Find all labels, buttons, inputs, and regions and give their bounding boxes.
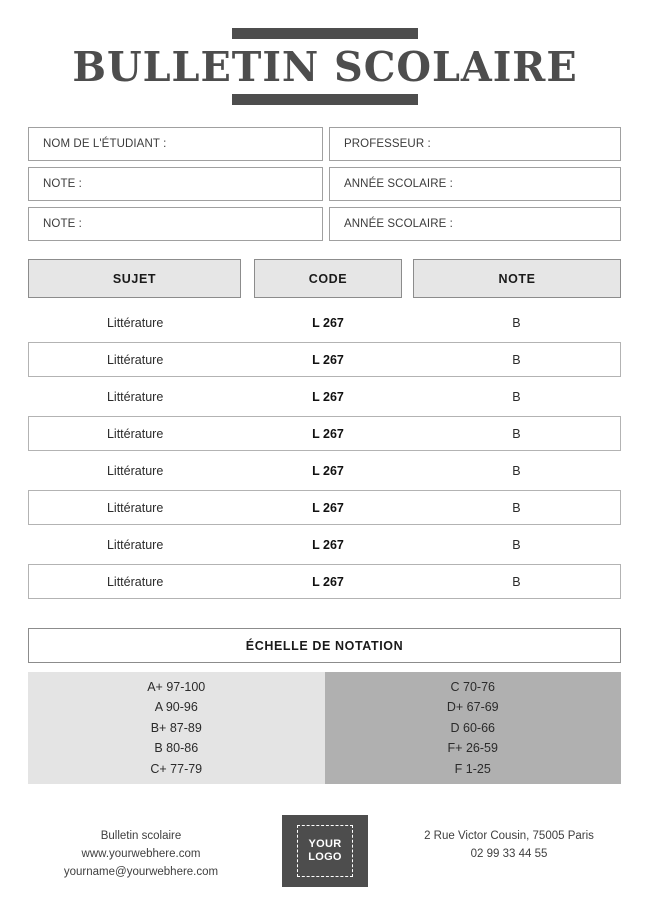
cell-sujet: Littérature (106, 500, 164, 515)
grading-scale-panels (28, 672, 621, 784)
cell-note: B (512, 500, 521, 515)
grade-entry: F+ 26-59 (447, 741, 498, 756)
field-school-year-2[interactable] (329, 207, 621, 241)
footer-address: 2 Rue Victor Cousin, 75005 Paris (424, 830, 594, 842)
grading-scale-column-left (28, 672, 325, 784)
cell-sujet: Littérature (106, 537, 164, 552)
cell-code: L 267 (312, 500, 344, 515)
cell-code: L 267 (312, 426, 344, 441)
grade-entry: C+ 77-79 (150, 761, 203, 776)
field-label: NOTE : (43, 218, 82, 230)
grade-entry: A+ 97-100 (147, 679, 206, 694)
cell-note: B (512, 315, 521, 330)
grade-entry: D+ 67-69 (446, 700, 499, 715)
footer-email-link[interactable]: yourname@yourwebhere.com (63, 866, 219, 878)
field-student-name[interactable] (28, 127, 323, 161)
column-header-note: NOTE (413, 259, 621, 298)
field-note-1[interactable] (28, 167, 323, 201)
form-row (28, 207, 621, 241)
grade-entry: F 1-25 (454, 761, 491, 776)
cell-note: B (512, 574, 521, 589)
cell-code: L 267 (312, 463, 344, 478)
footer-contact-left (0, 815, 282, 881)
cell-sujet: Littérature (106, 352, 164, 367)
cell-note: B (512, 426, 521, 441)
table-row[interactable] (28, 416, 621, 451)
column-header-code: CODE (254, 259, 402, 298)
footer-contact-right (368, 815, 650, 863)
cell-sujet: Littérature (106, 463, 164, 478)
cell-note: B (512, 463, 521, 478)
cell-sujet: Littérature (106, 389, 164, 404)
page-title: BULLETIN SCOLAIRE (72, 43, 578, 91)
field-school-year-1[interactable] (329, 167, 621, 201)
field-label: PROFESSEUR : (344, 138, 431, 150)
grade-entry: A 90-96 (154, 700, 198, 715)
footer-website-link[interactable]: www.yourwebhere.com (81, 848, 201, 860)
logo-text-line2: LOGO (308, 851, 342, 863)
grading-scale (28, 628, 621, 784)
title-rule-bottom (232, 94, 418, 105)
table-row[interactable] (28, 527, 621, 562)
document-header (0, 0, 650, 105)
field-label: ANNÉE SCOLAIRE : (344, 178, 453, 190)
cell-code: L 267 (312, 352, 344, 367)
cell-code: L 267 (312, 537, 344, 552)
grades-table (28, 259, 621, 599)
title-rule-top (232, 28, 418, 39)
field-note-2[interactable] (28, 207, 323, 241)
field-label: ANNÉE SCOLAIRE : (344, 218, 453, 230)
grade-entry: B 80-86 (154, 741, 199, 756)
field-professor[interactable] (329, 127, 621, 161)
field-label: NOM DE L'ÉTUDIANT : (43, 138, 167, 150)
cell-code: L 267 (312, 574, 344, 589)
form-row (28, 127, 621, 161)
field-label: NOTE : (43, 178, 82, 190)
grade-entry: C 70-76 (450, 679, 495, 694)
document-footer (0, 815, 650, 910)
cell-note: B (512, 352, 521, 367)
footer-phone: 02 99 33 44 55 (470, 848, 548, 860)
cell-sujet: Littérature (106, 315, 164, 330)
logo-text-line1: YOUR (308, 838, 342, 850)
table-row[interactable] (28, 342, 621, 377)
form-row (28, 167, 621, 201)
cell-sujet: Littérature (106, 426, 164, 441)
table-header-row (28, 259, 621, 298)
cell-code: L 267 (312, 389, 344, 404)
logo-placeholder (282, 815, 368, 887)
cell-sujet: Littérature (106, 574, 164, 589)
logo-placeholder-frame (297, 825, 353, 877)
footer-text-line: Bulletin scolaire (100, 830, 182, 842)
cell-note: B (512, 537, 521, 552)
table-row[interactable] (28, 379, 621, 414)
grade-entry: B+ 87-89 (150, 720, 202, 735)
student-info-form (28, 127, 621, 241)
table-row[interactable] (28, 490, 621, 525)
column-header-sujet: SUJET (28, 259, 241, 298)
table-row[interactable] (28, 564, 621, 599)
grading-scale-heading: ÉCHELLE DE NOTATION (28, 628, 621, 663)
table-row[interactable] (28, 453, 621, 488)
grading-scale-column-right (325, 672, 622, 784)
cell-code: L 267 (312, 315, 344, 330)
cell-note: B (512, 389, 521, 404)
grade-entry: D 60-66 (450, 720, 495, 735)
table-row[interactable] (28, 305, 621, 340)
